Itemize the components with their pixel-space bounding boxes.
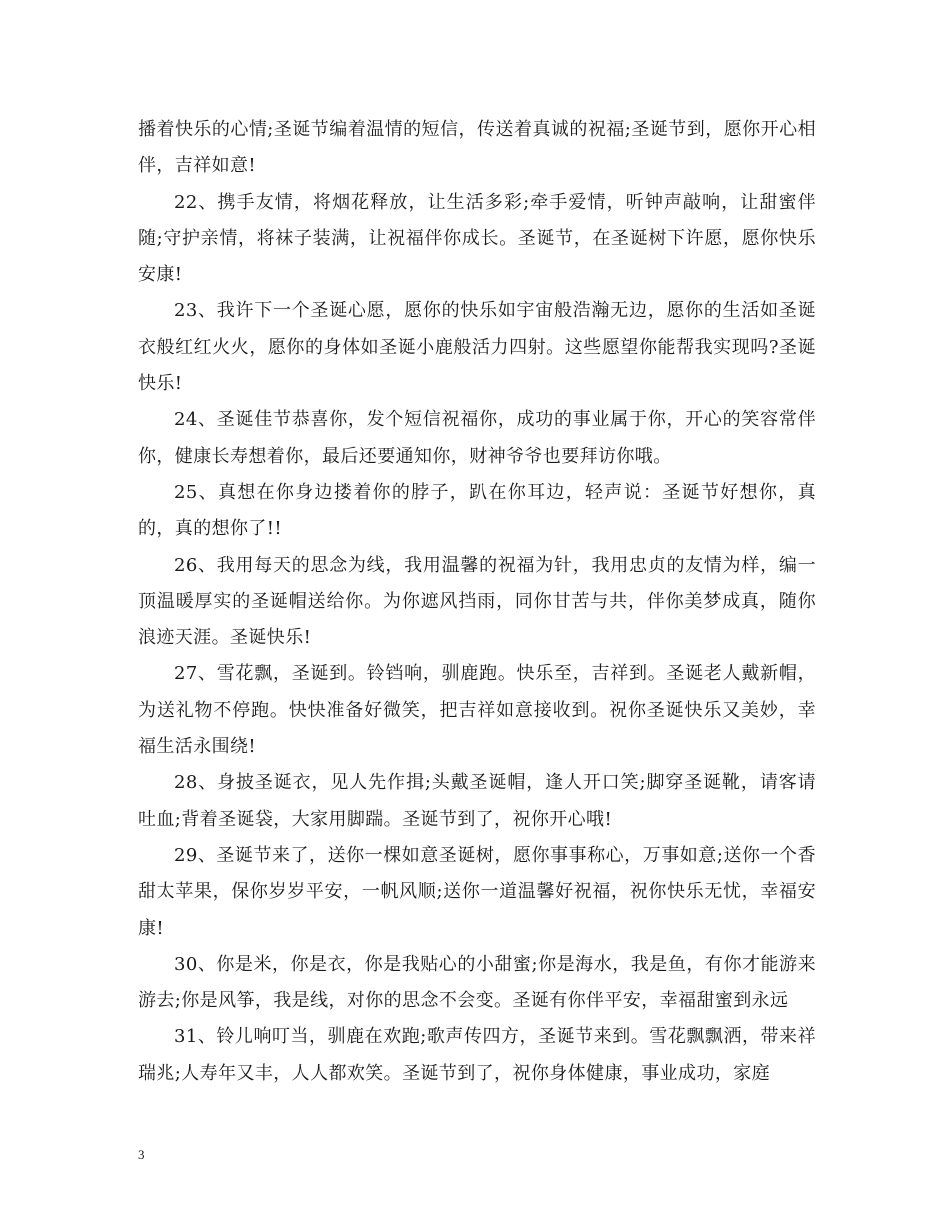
paragraph-30: 30、你是米，你是衣，你是我贴心的小甜蜜;你是海水，我是鱼，有你才能游来游去;你是风筝，我是线，对你的思念不会变。圣诞有你伴平安，幸福甜蜜到永远 bbox=[138, 953, 816, 1012]
paragraph-27: 27、雪花飘，圣诞到。铃铛响，驯鹿跑。快乐至，吉祥到。圣诞老人戴新帽，为送礼物不停跑。快快准备好微笑，把吉祥如意接收到。祝你圣诞快乐又美妙，幸福生活永围绕! bbox=[138, 663, 816, 758]
paragraph-26: 26、我用每天的思念为线，我用温馨的祝福为针，我用忠贞的友情为样，编一顶温暖厚实的圣诞帽送给你。为你遮风挡雨，同你甘苦与共，伴你美梦成真，随你浪迹天涯。圣诞快乐! bbox=[138, 554, 816, 649]
paragraph-23: 23、我许下一个圣诞心愿，愿你的快乐如宇宙般浩瀚无边，愿你的生活如圣诞衣般红红火火，愿你的身体如圣诞小鹿般活力四射。这些愿望你能帮我实现吗?圣诞快乐! bbox=[138, 300, 816, 395]
paragraph-28: 28、身披圣诞衣，见人先作揖;头戴圣诞帽，逢人开口笑;脚穿圣诞靴，请客请吐血;背着圣诞袋，大家用脚踹。圣诞节到了，祝你开心哦! bbox=[138, 772, 816, 830]
paragraph-31: 31、铃儿响叮当，驯鹿在欢跑;歌声传四方，圣诞节来到。雪花飘飘洒，带来祥瑞兆;人寿年又丰，人人都欢笑。圣诞节到了，祝你身体健康，事业成功，家庭 bbox=[138, 1026, 816, 1084]
page-number: 3 bbox=[138, 1147, 145, 1162]
paragraph-25: 25、真想在你身边搂着你的脖子，趴在你耳边，轻声说：圣诞节好想你，真的，真的想你了!! bbox=[138, 481, 816, 540]
paragraph-22: 22、携手友情，将烟花释放，让生活多彩;牵手爱情，听钟声敲响，让甜蜜伴随;守护亲情，将袜子装满，让祝福伴你成长。圣诞节，在圣诞树下许愿，愿你快乐安康! bbox=[138, 191, 816, 286]
document-body bbox=[138, 112, 816, 1092]
paragraph-24: 24、圣诞佳节恭喜你，发个短信祝福你，成功的事业属于你，开心的笑容常伴你，健康长寿想着你，最后还要通知你，财神爷爷也要拜访你哦。 bbox=[138, 409, 816, 467]
paragraph-29: 29、圣诞节来了，送你一棵如意圣诞树，愿你事事称心，万事如意;送你一个香甜太苹果，保你岁岁平安，一帆风顺;送你一道温馨好祝福，祝你快乐无忧，幸福安康! bbox=[138, 844, 816, 939]
paragraph-continuation: 播着快乐的心情;圣诞节编着温情的短信，传送着真诚的祝福;圣诞节到，愿你开心相伴，吉祥如意! bbox=[138, 119, 816, 177]
